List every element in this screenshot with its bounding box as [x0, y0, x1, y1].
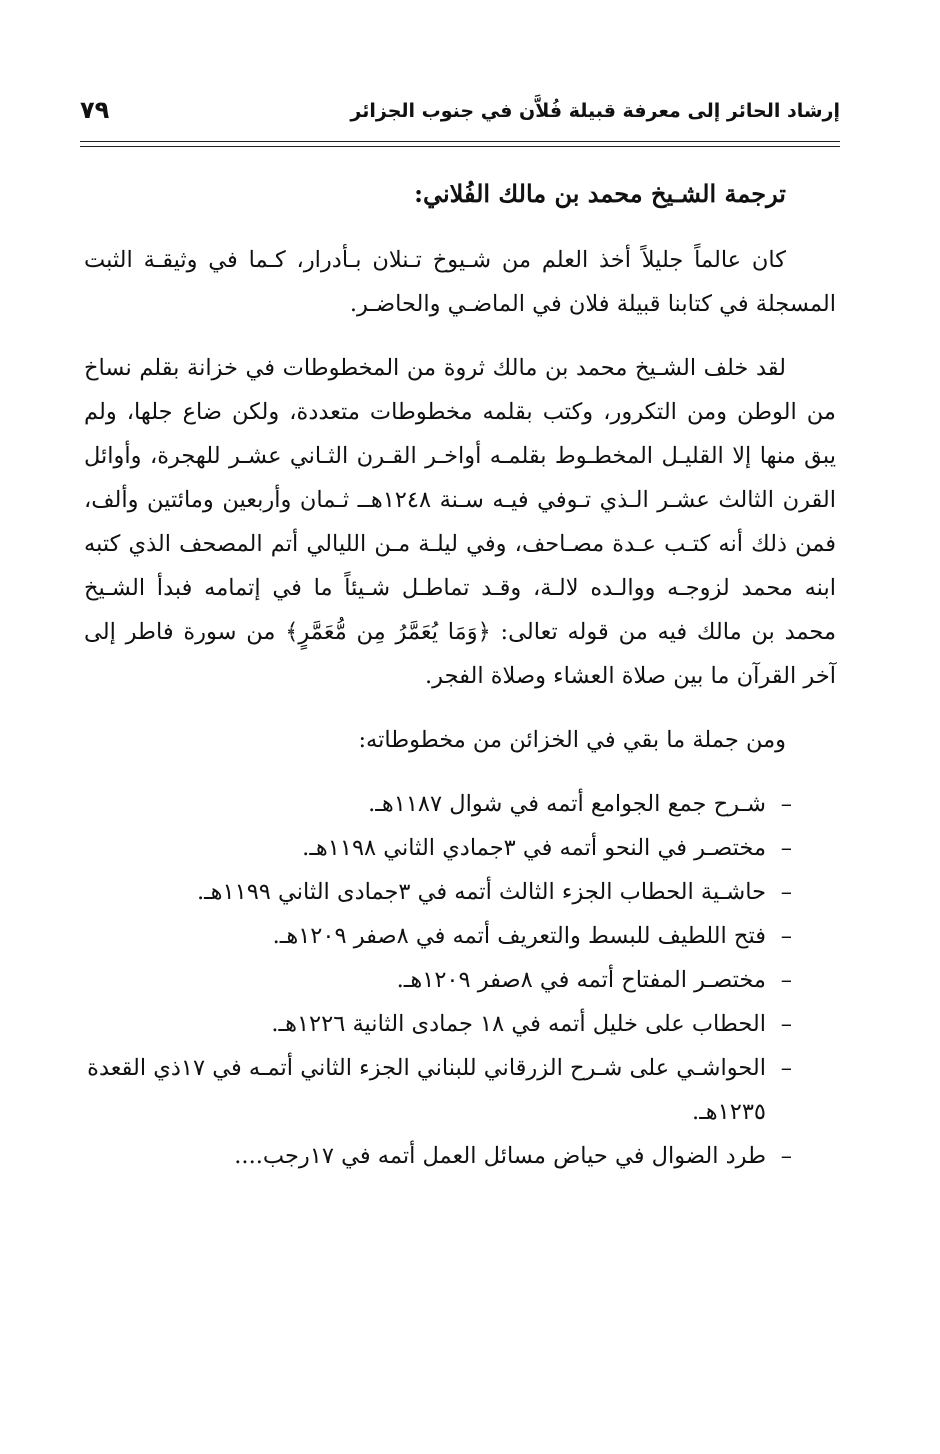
- list-item: [84, 870, 836, 914]
- manuscript-list: [84, 782, 836, 1178]
- dash-bullet: –: [780, 791, 792, 817]
- list-item: [84, 914, 836, 958]
- dash-bullet: –: [780, 1143, 792, 1169]
- list-item-text: فتح اللطيف للبسط والتعريف أتمه في ٨صفر ١٢٠٩هـ.: [272, 923, 766, 949]
- list-item-text: الحواشـي على شـرح الزرقاني للبناني الجزء الثاني أتمـه في ١٧ذي القعدة ١٢٣٥هـ.: [87, 1055, 766, 1125]
- list-intro: ومن جملة ما بقي في الخزائن من مخطوطاته:: [358, 727, 786, 753]
- section-heading: ترجمة الشـيخ محمد بن مالك الفُلاني:: [414, 179, 786, 208]
- page-body: [84, 172, 836, 1178]
- list-item: [84, 1134, 836, 1178]
- list-item-text: مختصـر في النحو أتمه في ٣جمادي الثاني ١١٩٨هـ.: [302, 835, 766, 861]
- running-title: إرشاد الحائر إلى معرفة قبيلة فُلاَّن في جنوب الجزائر: [350, 100, 840, 122]
- list-item-text: مختصـر المفتاح أتمه في ٨صفر ١٢٠٩هـ.: [396, 967, 766, 993]
- dash-bullet: –: [780, 1011, 792, 1037]
- list-item-text: شـرح جمع الجوامع أتمه في شوال ١١٨٧هـ.: [368, 791, 766, 817]
- list-item: [84, 826, 836, 870]
- page-number: ٧٩: [80, 96, 110, 124]
- list-item: [84, 782, 836, 826]
- header-rule-top: [80, 141, 840, 142]
- paragraph: كان عالماً جليلاً أخذ العلم من شـيوخ تـنلان بـأدرار، كـما في وثيقـة الثبت المسجلة في كتابنا قبيلة فلان في الماضـي والحاضـر.: [84, 247, 836, 317]
- dash-bullet: –: [780, 835, 792, 861]
- dash-bullet: –: [780, 1055, 792, 1081]
- dash-bullet: –: [780, 967, 792, 993]
- list-item-text: حاشـية الحطاب الجزء الثالث أتمه في ٣جمادى الثاني ١١٩٩هـ.: [196, 879, 766, 905]
- dash-bullet: –: [780, 879, 792, 905]
- list-item: [84, 1002, 836, 1046]
- header-rule-bottom: [80, 146, 840, 147]
- list-item: [84, 958, 836, 1002]
- paragraph: لقد خلف الشـيخ محمد بن مالك ثروة من المخطوطات في خزانة بقلم نساخ من الوطن ومن التكرور، وكتب بقلمه مخطوطات متعددة، ولكن ضاع جلها، ولم يبق منها إلا القليـل المخطـوط بقلمـه أواخـر القـرن الثـاني عشـر للهجرة، وأوائل القرن الثالث عشـر الـذي تـوفي فيـه سـنة ١٢٤٨هــ ثـمان وأربعين ومائتين وألف، فمن ذلك أنه كتـب عـدة مصـاحف، وفي ليلـة مـن الليالي أتم المصحف الذي كتبه ابنه محمد لزوجـه ووالـده لالـة، وقـد تماطـل شـيئاً ما في إتمامه فبدأ الشـيخ محمد بن مالك فيه من قوله تعالى: ﴿وَمَا يُعَمَّرُ مِن مُّعَمَّرٍ﴾ من سورة فاطر إلى آخر القرآن ما بين صلاة العشاء وصلاة الفجر.: [84, 355, 836, 689]
- list-item: [84, 1046, 836, 1134]
- dash-bullet: –: [780, 923, 792, 949]
- list-item-text: طرد الضوال في حياض مسائل العمل أتمه في ١٧رجب....: [234, 1143, 766, 1169]
- page-header: [80, 96, 840, 136]
- list-item-text: الحطاب على خليل أتمه في ١٨ جمادى الثانية ١٢٢٦هـ.: [271, 1011, 766, 1037]
